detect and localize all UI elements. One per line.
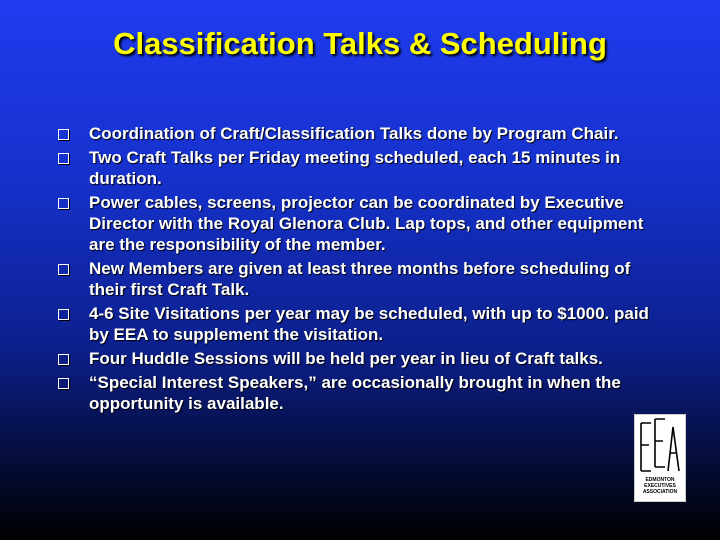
- bullet-text: Two Craft Talks per Friday meeting scheduled, each 15 minutes in duration.: [89, 148, 621, 188]
- bullet-text: Coordination of Craft/Classification Talks done by Program Chair.: [89, 124, 619, 143]
- logo-line: ASSOCIATION: [642, 489, 678, 495]
- logo-line: EXECUTIVES: [644, 483, 676, 489]
- hollow-square-bullet-icon: [58, 129, 69, 140]
- slide-title: Classification Talks & Scheduling: [113, 26, 607, 61]
- hollow-square-bullet-icon: [58, 198, 69, 209]
- hollow-square-bullet-icon: [58, 153, 69, 164]
- bullet-item: [58, 147, 658, 189]
- bullet-text: 4-6 Site Visitations per year may be scheduled, with up to $1000. paid by EEA to supplement the visitation.: [89, 304, 649, 344]
- bullet-text: New Members are given at least three months before scheduling of their first Craft Talk.: [89, 259, 631, 299]
- hollow-square-bullet-icon: [58, 309, 69, 320]
- logo-caption: [635, 477, 685, 495]
- bullet-item: [58, 123, 658, 144]
- bullet-item: [58, 348, 658, 369]
- bullet-list: [58, 123, 658, 414]
- logo-line: EDMONTON: [645, 477, 675, 483]
- hollow-square-bullet-icon: [58, 264, 69, 275]
- bullet-text: Four Huddle Sessions will be held per year in lieu of Craft talks.: [89, 349, 603, 368]
- bullet-item: [58, 258, 658, 300]
- eea-logo: [634, 414, 686, 502]
- bullet-text: “Special Interest Speakers,” are occasionally brought in when the opportunity is available.: [89, 373, 621, 413]
- bullet-item: [58, 372, 658, 414]
- bullet-item: [58, 303, 658, 345]
- hollow-square-bullet-icon: [58, 378, 69, 389]
- bullet-text: Power cables, screens, projector can be coordinated by Executive Director with the Royal Glenora Club. Lap tops, and other equipment are the responsibility of the member.: [89, 193, 644, 254]
- hollow-square-bullet-icon: [58, 354, 69, 365]
- eea-monogram-icon: [635, 415, 685, 477]
- bullet-item: [58, 192, 658, 255]
